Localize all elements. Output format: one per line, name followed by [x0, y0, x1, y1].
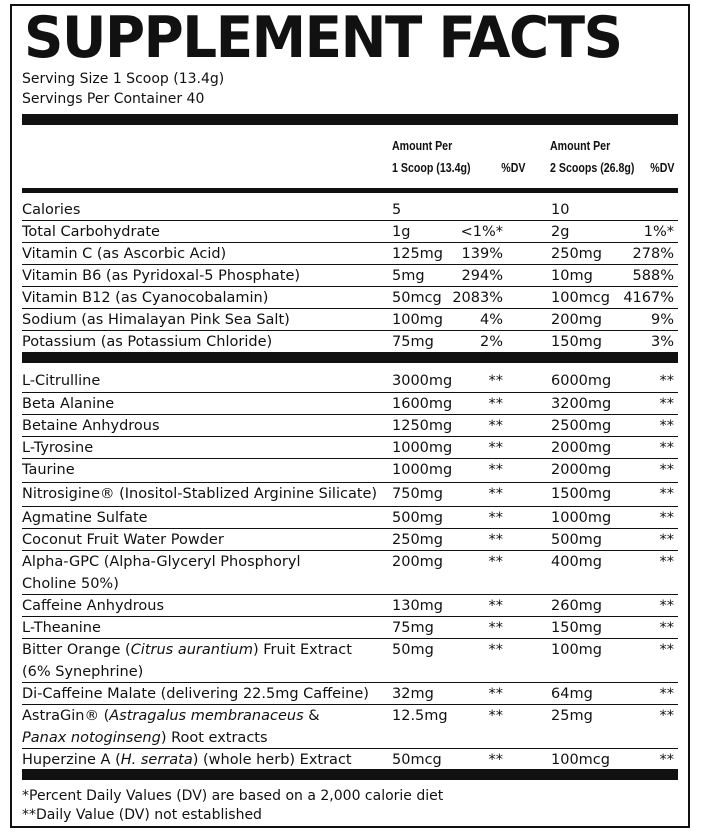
row-amount-1: 750mg: [392, 486, 444, 502]
row-amount-1: 125mg: [392, 246, 444, 262]
row-dv-2: **: [659, 620, 674, 636]
row-dv-2: **: [659, 396, 674, 412]
row-amount-1: 75mg: [392, 620, 434, 636]
medium-divider: [22, 188, 678, 193]
row-dv-1: 139%: [461, 246, 503, 262]
amount-header-1-line2: 1 Scoop (13.4g): [392, 161, 471, 175]
row-amount-1: 250mg: [392, 532, 444, 548]
row-dv-1: **: [488, 620, 503, 636]
row-amount-1: 100mg: [392, 312, 444, 328]
row-amount-2: 1500mg: [551, 486, 612, 502]
row-dv-2: **: [659, 752, 674, 768]
amount-header-2-line1: Amount Per: [550, 139, 611, 153]
ingredient-row: [22, 594, 678, 617]
dv-header-2: %DV: [649, 161, 674, 175]
ingredient-row: [22, 392, 678, 415]
row-name: Vitamin C (as Ascorbic Acid): [22, 246, 227, 262]
serving-size: Serving Size 1 Scoop (13.4g): [22, 71, 225, 87]
row-dv-1: 2083%: [452, 290, 503, 306]
row-dv-2: 3%: [650, 334, 674, 350]
row-amount-1: 3000mg: [392, 373, 453, 389]
row-amount-2: 100mg: [551, 642, 603, 658]
footnote-dv: *Percent Daily Values (DV) are based on a 2,000 calorie diet: [22, 788, 444, 804]
ingredient-row: [22, 550, 678, 595]
ingredient-row: [22, 458, 678, 483]
row-amount-2: 3200mg: [551, 396, 612, 412]
thick-divider-middle: [22, 352, 678, 363]
row-dv-1: 294%: [461, 268, 503, 284]
row-dv-2: **: [659, 642, 674, 658]
row-amount-2: 25mg: [551, 708, 593, 724]
row-amount-2: 2000mg: [551, 462, 612, 478]
amount-header-1-line1: Amount Per: [392, 139, 453, 153]
row-amount-1: 1000mg: [392, 462, 453, 478]
row-dv-1: **: [488, 486, 503, 502]
ingredient-row: [22, 616, 678, 639]
row-name: Coconut Fruit Water Powder: [22, 532, 224, 548]
row-amount-2: 2500mg: [551, 418, 612, 434]
row-dv-2: **: [659, 532, 674, 548]
row-dv-1: **: [488, 708, 503, 724]
row-amount-2: 500mg: [551, 532, 603, 548]
row-amount-1: 12.5mg: [392, 708, 448, 724]
footnote-not-established: **Daily Value (DV) not established: [22, 807, 262, 823]
row-name: Beta Alanine: [22, 396, 115, 412]
row-dv-1: 2%: [479, 334, 503, 350]
supplement-facts-panel: [10, 4, 690, 828]
row-dv-2: 588%: [632, 268, 674, 284]
row-dv-1: **: [488, 598, 503, 614]
row-dv-1: **: [488, 418, 503, 434]
row-amount-2: 10mg: [551, 268, 593, 284]
row-dv-1: 4%: [479, 312, 503, 328]
ingredient-row: [22, 528, 678, 551]
row-dv-2: **: [659, 708, 674, 724]
row-dv-1: **: [488, 396, 503, 412]
row-name: Vitamin B6 (as Pyridoxal-5 Phosphate): [22, 268, 301, 284]
row-dv-1: **: [488, 373, 503, 389]
row-name: Bitter Orange (Citrus aurantium) Fruit Extract (6% Synephrine): [22, 642, 352, 680]
row-name: Di-Caffeine Malate (delivering 22.5mg Caffeine): [22, 686, 369, 702]
row-amount-1: 5mg: [392, 268, 425, 284]
nutrient-row: [22, 286, 678, 309]
row-dv-2: 1%*: [643, 224, 674, 240]
row-name: Alpha-GPC (Alpha-Glyceryl Phosphoryl Choline 50%): [22, 554, 301, 592]
nutrient-row: [22, 220, 678, 243]
row-name: L-Citrulline: [22, 373, 101, 389]
ingredient-row: [22, 506, 678, 529]
row-dv-1: **: [488, 642, 503, 658]
row-name: Huperzine A (H. serrata) (whole herb) Extract: [22, 752, 352, 768]
row-dv-1: **: [488, 462, 503, 478]
nutrient-row: [22, 330, 678, 353]
amount-header-2-line2: 2 Scoops (26.8g): [550, 161, 635, 175]
row-dv-2: **: [659, 598, 674, 614]
row-amount-2: 260mg: [551, 598, 603, 614]
row-dv-2: **: [659, 373, 674, 389]
row-dv-2: **: [659, 462, 674, 478]
dv-header-1: %DV: [500, 161, 525, 175]
row-dv-1: **: [488, 686, 503, 702]
row-dv-2: **: [659, 486, 674, 502]
row-dv-2: **: [659, 418, 674, 434]
row-amount-2: 10: [551, 202, 570, 218]
row-name: L-Theanine: [22, 620, 101, 636]
row-amount-1: 1600mg: [392, 396, 453, 412]
row-amount-2: 150mg: [551, 620, 603, 636]
row-name: Agmatine Sulfate: [22, 510, 148, 526]
row-amount-2: 64mg: [551, 686, 593, 702]
ingredient-row: [22, 748, 678, 770]
row-name: Betaine Anhydrous: [22, 418, 160, 434]
nutrient-row: [22, 308, 678, 331]
row-amount-2: 200mg: [551, 312, 603, 328]
row-name: Sodium (as Himalayan Pink Sea Salt): [22, 312, 290, 328]
row-amount-2: 6000mg: [551, 373, 612, 389]
row-amount-1: 50mcg: [392, 752, 442, 768]
row-name: L-Tyrosine: [22, 440, 94, 456]
row-dv-2: **: [659, 554, 674, 570]
row-amount-1: 1250mg: [392, 418, 453, 434]
row-amount-1: 32mg: [392, 686, 434, 702]
row-amount-2: 400mg: [551, 554, 603, 570]
servings-per-container: Servings Per Container 40: [22, 91, 205, 107]
row-amount-2: 1000mg: [551, 510, 612, 526]
row-amount-1: 50mcg: [392, 290, 442, 306]
ingredient-row: [22, 704, 678, 749]
nutrient-row: [22, 242, 678, 265]
row-dv-2: 4167%: [623, 290, 674, 306]
row-dv-1: <1%*: [460, 224, 503, 240]
ingredient-row: [22, 682, 678, 705]
thick-divider-bottom: [22, 769, 678, 780]
ingredient-row: [22, 414, 678, 437]
row-dv-2: 278%: [632, 246, 674, 262]
row-amount-1: 50mg: [392, 642, 434, 658]
row-dv-1: **: [488, 532, 503, 548]
row-name: Taurine: [22, 462, 75, 478]
row-name: Calories: [22, 202, 81, 218]
row-dv-2: **: [659, 440, 674, 456]
row-amount-2: 2000mg: [551, 440, 612, 456]
row-name: Caffeine Anhydrous: [22, 598, 165, 614]
row-amount-2: 250mg: [551, 246, 603, 262]
row-name: Potassium (as Potassium Chloride): [22, 334, 273, 350]
row-name: Vitamin B12 (as Cyanocobalamin): [22, 290, 269, 306]
row-dv-2: **: [659, 686, 674, 702]
row-amount-1: 1000mg: [392, 440, 453, 456]
row-dv-2: **: [659, 510, 674, 526]
row-amount-2: 100mcg: [551, 752, 610, 768]
ingredient-row: [22, 436, 678, 459]
thick-divider-top: [22, 114, 678, 125]
row-dv-2: 9%: [650, 312, 674, 328]
row-amount-1: 200mg: [392, 554, 444, 570]
row-dv-1: **: [488, 752, 503, 768]
row-amount-2: 2g: [551, 224, 570, 240]
row-amount-2: 100mcg: [551, 290, 610, 306]
row-name: AstraGin® (Astragalus membranaceus & Panax notoginseng) Root extracts: [22, 708, 320, 746]
row-dv-1: **: [488, 554, 503, 570]
row-amount-1: 5: [392, 202, 402, 218]
row-amount-1: 75mg: [392, 334, 434, 350]
nutrient-row: [22, 199, 678, 220]
row-dv-1: **: [488, 440, 503, 456]
row-name: Total Carbohydrate: [22, 224, 160, 240]
row-amount-1: 1g: [392, 224, 411, 240]
row-amount-1: 500mg: [392, 510, 444, 526]
row-name: Nitrosigine® (Inositol-Stablized Arginine Silicate): [22, 486, 378, 502]
ingredient-row: [22, 370, 678, 392]
row-dv-1: **: [488, 510, 503, 526]
ingredient-row: [22, 482, 678, 507]
row-amount-2: 150mg: [551, 334, 603, 350]
row-amount-1: 130mg: [392, 598, 444, 614]
nutrient-row: [22, 264, 678, 287]
ingredient-row: [22, 638, 678, 683]
panel-title: SUPPLEMENT FACTS: [24, 5, 622, 71]
